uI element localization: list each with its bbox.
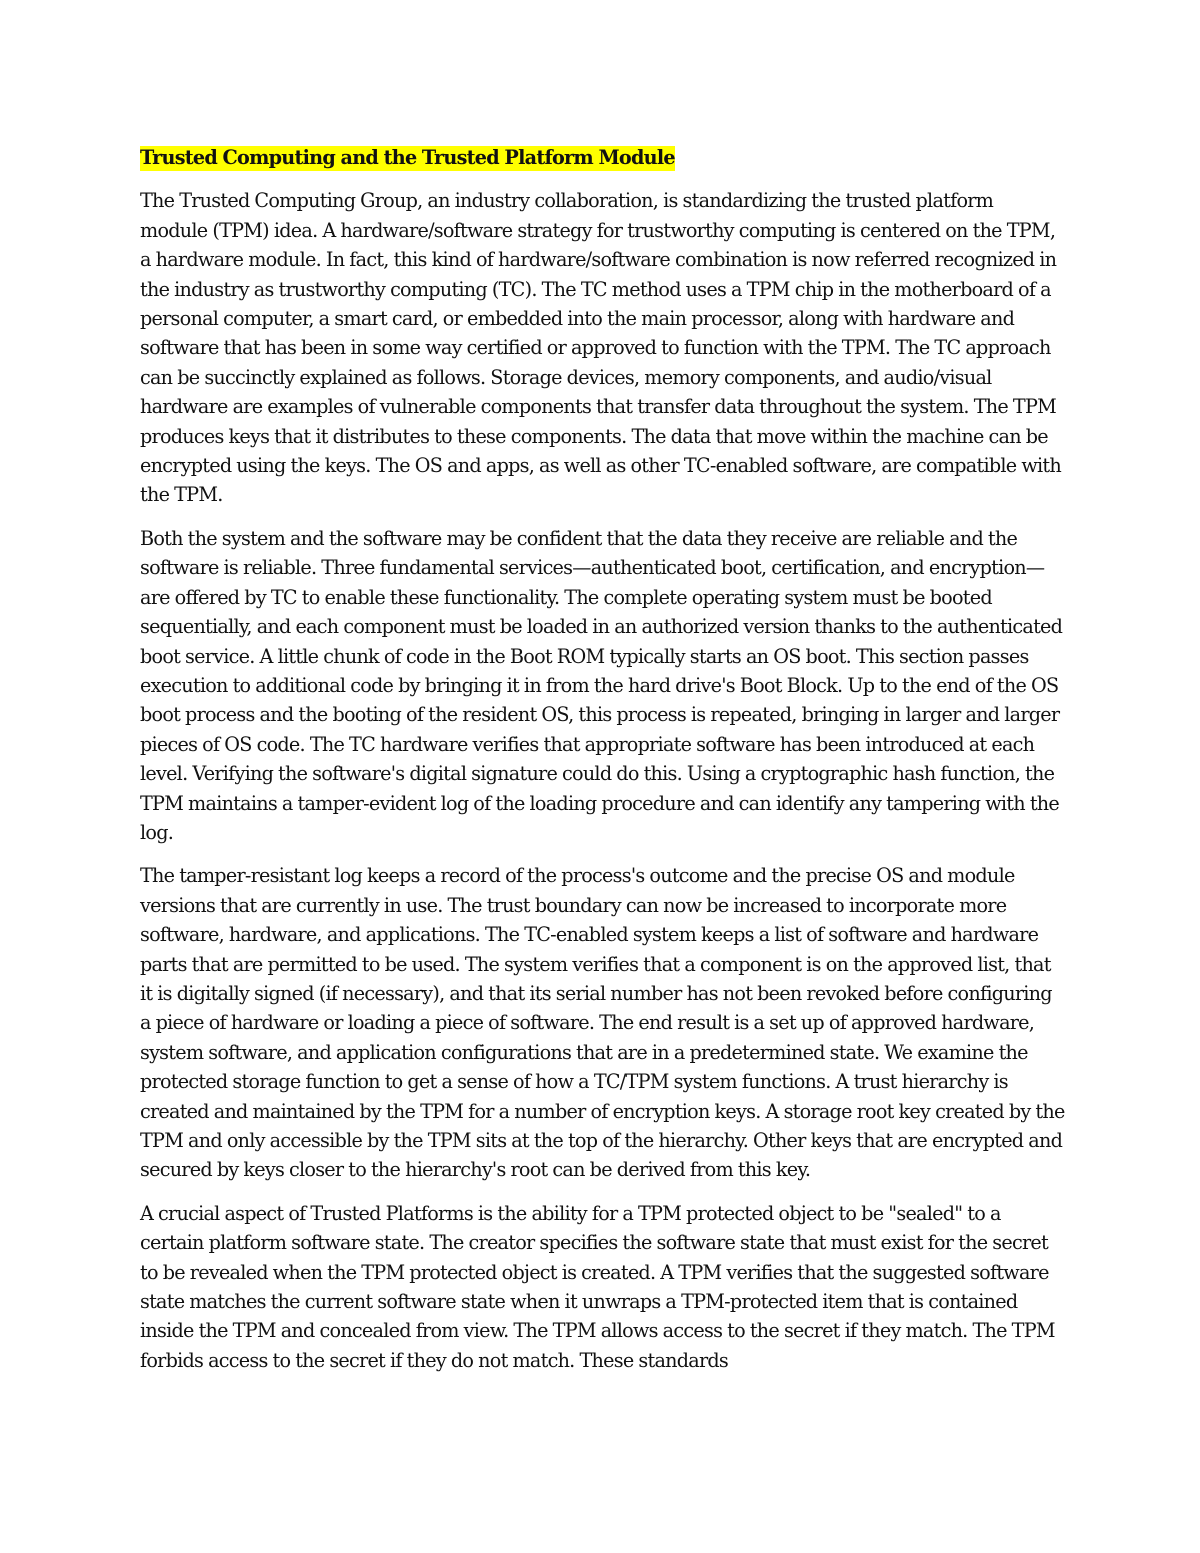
paragraph-1: The Trusted Computing Group, an industry collaboration, is standardizing the trusted platform module (TPM) idea. A hardware/software strategy for trustworthy computing is centered on the TPM, a hardware module. In fact, this kind of hardware/software combination is now referred recognized in the industry as trustworthy computing (TC). The TC method uses a TPM chip in the motherboard of a personal computer, a smart card, or embedded into the main processor, along with hardware and software that has been in some way certified or approved to function with the TPM. The TC approach can be succinctly explained as follows. Storage devices, memory components, and audio/visual hardware are examples of vulnerable components that transfer data throughout the system. The TPM produces keys that it distributes to these components. The data that move within the machine can be encrypted using the keys. The OS and apps, as well as other TC-enabled software, are compatible with the TPM. [140,189,1061,507]
document-title [140,143,1065,172]
document-body [140,143,1065,1389]
paragraph-2: Both the system and the software may be confident that the data they receive are reliable and the software is reliable. Three fundamental services—authenticated boot, certification, and encryption—are offered by TC to enable these functionality. The complete operating system must be booted sequentially, and each component must be loaded in an authorized version thanks to the authenticated boot service. A little chunk of code in the Boot ROM typically starts an OS boot. This section passes execution to additional code by bringing it in from the hard drive's Boot Block. Up to the end of the OS boot process and the booting of the resident OS, this process is repeated, bringing in larger and larger pieces of OS code. The TC hardware verifies that appropriate software has been introduced at each level. Verifying the software's digital signature could do this. Using a cryptographic hash function, the TPM maintains a tamper-evident log of the loading procedure and can identify any tampering with the log. [140,526,1063,844]
paragraph-4: A crucial aspect of Trusted Platforms is the ability for a TPM protected object to be "sealed" to a certain platform software state. The creator specifies the software state that must exist for the secret to be revealed when the TPM protected object is created. A TPM verifies that the suggested software state matches the current software state when it unwraps a TPM-protected item that is contained inside the TPM and concealed from view. The TPM allows access to the secret if they match. The TPM forbids access to the secret if they do not match. These standards [140,1201,1055,1372]
title-highlight: Trusted Computing and the Trusted Platform Module [140,146,675,169]
paragraph-3: The tamper-resistant log keeps a record of the process's outcome and the precise OS and module versions that are currently in use. The trust boundary can now be increased to incorporate more software, hardware, and applications. The TC-enabled system keeps a list of software and hardware parts that are permitted to be used. The system verifies that a component is on the approved list, that it is digitally signed (if necessary), and that its serial number has not been revoked before configuring a piece of hardware or loading a piece of software. The end result is a set up of approved hardware, system software, and application configurations that are in a predetermined state. We examine the protected storage function to get a sense of how a TC/TPM system functions. A trust hierarchy is created and maintained by the TPM for a number of encryption keys. A storage root key created by the TPM and only accessible by the TPM sits at the top of the hierarchy. Other keys that are encrypted and secured by keys closer to the hierarchy's root can be derived from this key. [140,864,1065,1182]
